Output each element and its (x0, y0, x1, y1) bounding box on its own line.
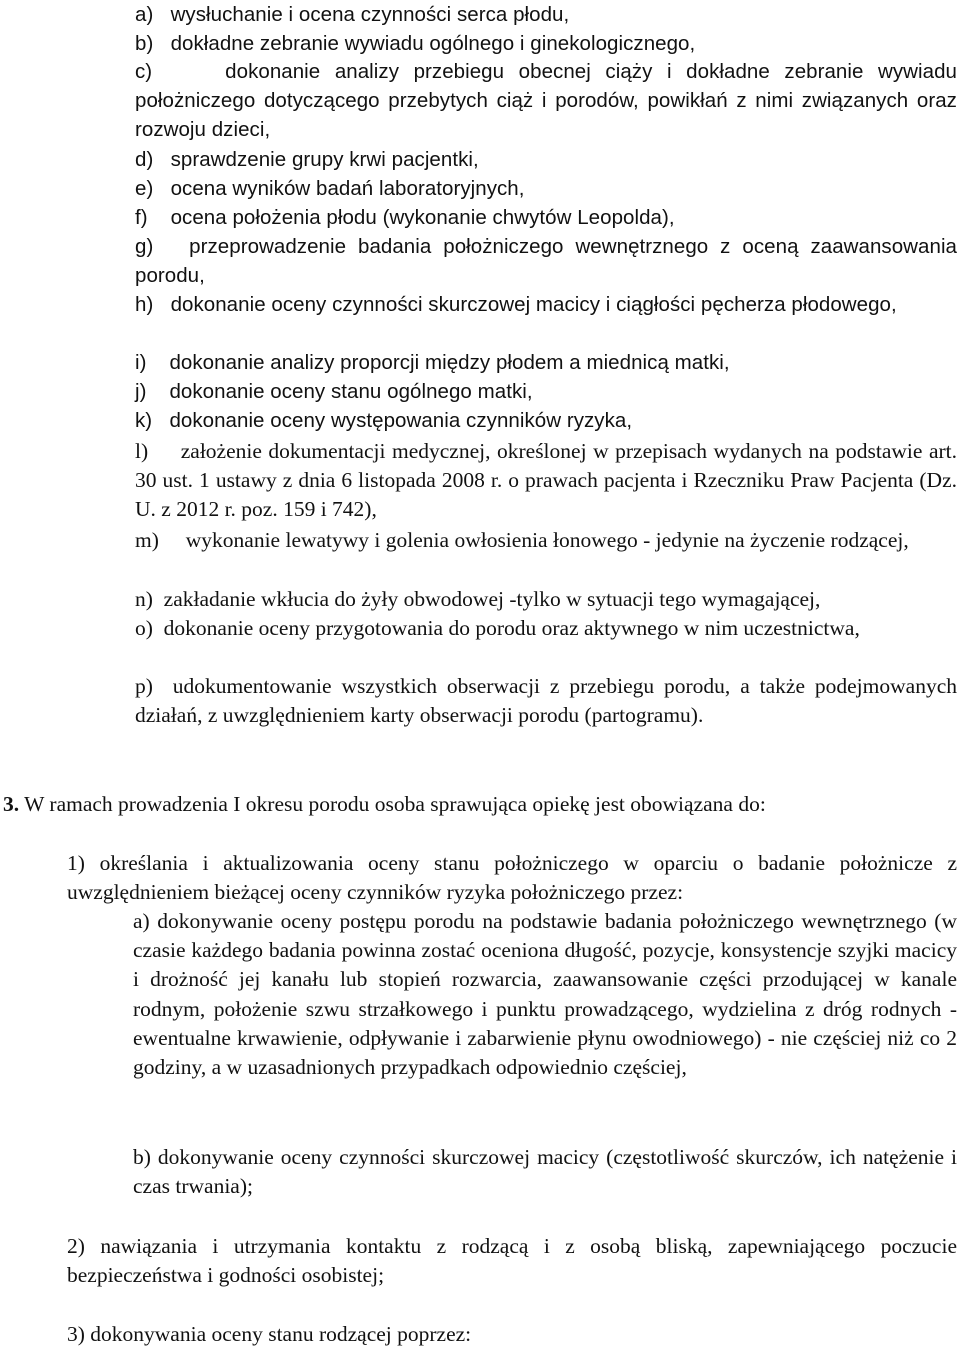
point-text: a) dokonywanie oceny postępu porodu na podstawie badania położniczego wewnętrznego (w czasie każdego badania powinna zostać oceniona długość, pozycje, konsystencje szyjki macicy i drożność jej kanału lub stopień rozwarcia, zaawansowanie części przodującej w kanale rodnym, położenie szwu strzałkowego i punktu prowadzącego, wydzielina z dróg rodnych - ewentualne krwawienie, odpływanie i zabarwienie płynu owodniowego) - nie częściej niż co 2 godziny, a w uzasadnionych przypadkach odpowiednio częściej, (133, 909, 957, 1080)
list-item-j (135, 377, 955, 406)
item-text: wykonanie lewatywy i golenia owłosienia łonowego - jedynie na życzenie rodzącej, (185, 528, 909, 552)
item-label: p) (135, 674, 153, 698)
list-item-a (135, 0, 955, 29)
item-label: a) (135, 3, 154, 26)
item-label: j) (135, 380, 147, 403)
item-text: ocena położenia płodu (wykonanie chwytów Leopolda), (170, 206, 675, 229)
item-text: dokonanie oceny przygotowania do porodu oraz aktywnego w nim uczestnictwa, (163, 616, 860, 640)
item-label: h) (135, 293, 154, 316)
item-text: wysłuchanie i ocena czynności serca płodu, (170, 3, 570, 26)
list-item-m (135, 526, 957, 555)
point-1a (133, 907, 957, 1082)
list-item-h (135, 290, 957, 319)
item-text: przeprowadzenie badania położniczego wewnętrznego z oceną zaawansowania porodu, (135, 235, 957, 287)
section-text: W ramach prowadzenia I okresu porodu osoba sprawująca opiekę jest obowiązana do: (24, 792, 766, 816)
list-item-e (135, 174, 955, 203)
item-text: założenie dokumentacji medycznej, określonej w przepisach wydanych na podstawie art. 30 ust. 1 ustawy z dnia 6 listopada 2008 r. o prawach pacjenta i Rzeczniku Praw Pacjenta (Dz. U. z 2012 r. poz. 159 i 742), (135, 439, 958, 522)
list-item-f (135, 203, 955, 232)
list-item-o (135, 614, 957, 643)
item-text: dokonanie oceny czynności skurczowej macicy i ciągłości pęcherza płodowego, (170, 293, 897, 316)
point-text: 1) określania i aktualizowania oceny stanu położniczego w oparciu o badanie położnicze z uwzględnieniem bieżącej oceny czynników ryzyka położniczego przez: (67, 851, 957, 905)
item-label: n) (135, 587, 153, 611)
section-number: 3. (3, 792, 20, 816)
point-2 (67, 1232, 957, 1290)
point-3 (67, 1320, 957, 1349)
point-text: b) dokonywanie oceny czynności skurczowej macicy (częstotliwość skurczów, ich natężenie i czas trwania); (133, 1145, 957, 1199)
item-text: ocena wyników badań laboratoryjnych, (170, 177, 525, 200)
item-label: l) (135, 439, 149, 463)
point-text: 2) nawiązania i utrzymania kontaktu z rodzącą i z osobą bliską, zapewniającego poczucie bezpieczeństwa i godności osobistej; (67, 1234, 957, 1288)
section-3-heading (3, 790, 943, 819)
list-item-c (135, 57, 957, 144)
list-item-n (135, 585, 957, 614)
list-item-g (135, 232, 957, 290)
list-item-b (135, 29, 955, 58)
item-label: c) (135, 60, 153, 83)
item-label: e) (135, 177, 154, 200)
list-item-p (135, 672, 957, 730)
item-label: f) (135, 206, 148, 229)
item-text: dokładne zebranie wywiadu ogólnego i ginekologicznego, (170, 32, 696, 55)
item-label: o) (135, 616, 153, 640)
list-item-i (135, 348, 955, 377)
point-text: 3) dokonywania oceny stanu rodzącej poprzez: (67, 1322, 472, 1346)
point-1b (133, 1143, 957, 1201)
item-label: m) (135, 528, 159, 552)
item-label: i) (135, 351, 147, 374)
item-text: dokonanie oceny stanu ogólnego matki, (169, 380, 533, 403)
item-text: dokonanie analizy przebiegu obecnej ciąży i dokładne zebranie wywiadu położniczego dotyczącego przebytych ciąż i porodów, powikłań z nimi związanych oraz rozwoju dzieci, (135, 60, 957, 141)
item-text: sprawdzenie grupy krwi pacjentki, (170, 148, 479, 171)
item-label: d) (135, 148, 154, 171)
point-1 (67, 849, 957, 907)
item-label: g) (135, 235, 154, 258)
item-text: dokonanie analizy proporcji między płodem a miednicą matki, (169, 351, 730, 374)
list-item-l (135, 437, 957, 525)
item-text: udokumentowanie wszystkich obserwacji z przebiegu porodu, a także podejmowanych działań, z uwzględnieniem karty obserwacji porodu (partogramu). (135, 674, 957, 728)
item-text: zakładanie wkłucia do żyły obwodowej -tylko w sytuacji tego wymagającej, (163, 587, 821, 611)
item-label: b) (135, 32, 154, 55)
item-text: dokonanie oceny występowania czynników ryzyka, (169, 409, 633, 432)
list-item-d (135, 145, 955, 174)
list-item-k (135, 406, 955, 435)
item-label: k) (135, 409, 153, 432)
